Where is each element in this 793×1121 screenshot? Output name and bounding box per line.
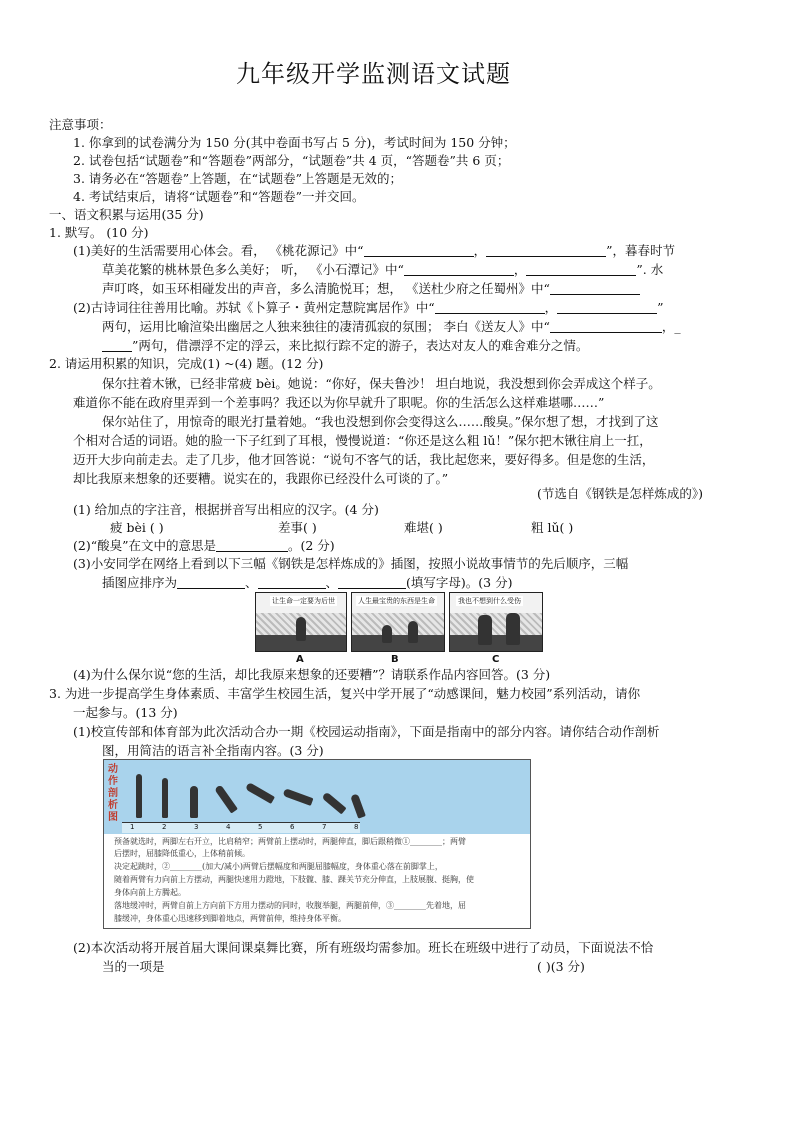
- jumper-figure: [190, 786, 198, 818]
- q1-line: [102, 338, 588, 354]
- answer-blank[interactable]: [177, 576, 245, 589]
- q1-text: ，: [513, 262, 527, 277]
- guide-title: 动作剖析图: [108, 764, 118, 823]
- passage-line: 保尔站住了，用惊奇的眼光打量着她。“我也没想到你会变得这么……酸臭。”保尔想了想，才找到了这: [102, 414, 659, 429]
- jumper-figure: [162, 778, 168, 818]
- illustration-a: [255, 592, 347, 652]
- sub-question: (1)校宣传部和体育部为此次活动合办一期《校园运动指南》，下面是指南中的部分内容。请你结合动作剖析: [73, 724, 660, 739]
- guide-text: 后摆时，屈膝降低重心，上体稍前倾。: [114, 849, 250, 858]
- sub-question-text: 。(2 分): [288, 538, 335, 553]
- q1-text: ”: [657, 300, 664, 315]
- q1-text: ”，暮春时节: [606, 243, 675, 258]
- illustration-strip: [255, 592, 541, 652]
- sub-question-text: (填写字母)。(3 分): [406, 575, 513, 590]
- q1-text: (1)美好的生活需要用心体会。看， 《桃花源记》中“: [73, 243, 364, 258]
- guide-text: 随着两臂有力向前上方摆动，两腿快速用力蹬地，下肢髋、膝、踝关节充分伸直，上肢展腹、挺胸，使: [114, 875, 474, 884]
- sub-question: (2)本次活动将开展首届大课间课桌舞比赛，所有班级均需参加。班长在班级中进行了动员，下面说法不恰: [73, 940, 654, 955]
- sub-question-text: 插图应排序为: [102, 575, 178, 590]
- answer-blank[interactable]: [435, 301, 545, 314]
- guide-text: 膝缓冲，身体重心迅速移到脚着地点，两臂前伸，维持身体平衡。: [114, 914, 346, 923]
- q1-text: ”两句，借漂浮不定的浮云，来比拟行踪不定的游子，表达对友人的难舍难分之情。: [132, 338, 589, 353]
- sub-question: (1) 给加点的字注音，根据拼音写出相应的汉字。(4 分): [73, 502, 379, 517]
- q1-text: 草美花繁的桃林景色多么美好； 听， 《小石潭记》中“: [102, 262, 404, 277]
- answer-blank[interactable]: [526, 263, 636, 276]
- answer-blank[interactable]: [364, 244, 474, 257]
- illustration-c: [449, 592, 543, 652]
- note-item: 1. 你拿到的试卷满分为 150 分(其中卷面书写占 5 分)，考试时间为 150 分钟；: [73, 135, 516, 150]
- note-item: 2. 试卷包括“试题卷”和“答题卷”两部分，“试题卷”共 4 页，“答题卷”共 6 页；: [73, 153, 510, 168]
- illustration-label: A: [296, 654, 304, 665]
- passage-line: 却比我原来想象的还要糟。说实在的，我跟你已经没什么可谈的了。”: [73, 471, 449, 486]
- pinyin-blank[interactable]: 差事( ): [278, 520, 317, 535]
- pinyin-blank[interactable]: 疲 bèi ( ): [110, 520, 164, 535]
- q1-line: [102, 262, 663, 278]
- q1-text: 声叮咚，如玉环相碰发出的声音，多么清脆悦耳；想， 《送杜少府之任蜀州》中“: [102, 281, 550, 296]
- sub-question-text: 、: [325, 575, 339, 590]
- q1-text: ”. 水: [636, 262, 664, 277]
- question-1-heading: 1. 默写。 (10 分): [49, 225, 149, 240]
- question-2-heading: 2. 请运用积累的知识，完成(1) ~(4) 题。(12 分): [49, 356, 324, 371]
- sub-question-text: 、: [245, 575, 258, 590]
- sub-question: [102, 575, 512, 591]
- answer-blank[interactable]: [216, 539, 288, 552]
- sub-question: 图，用简洁的语言补全指南内容。(3 分): [102, 743, 324, 758]
- section-heading: 一、语文积累与运用(35 分): [49, 207, 204, 222]
- q1-line: [73, 243, 675, 259]
- q1-text: ，: [544, 300, 558, 315]
- guide-text: 身体向前上方腾起。: [114, 888, 186, 897]
- sub-question: [73, 538, 335, 554]
- passage-source: (节选自《钢铁是怎样炼成的》): [537, 486, 704, 501]
- question-3-heading-cont: 一起参与。(13 分): [73, 705, 178, 720]
- note-item: 3. 请务必在“答题卷”上答题，在“试题卷”上答题是无效的；: [73, 171, 402, 186]
- passage-line: 难道你不能在政府里弄到一个差事吗？我还以为你早就升了职呢。你的生活怎么这样难堪哪……”: [73, 395, 605, 410]
- q1-text: ，_: [661, 319, 681, 334]
- passage-line: 迈开大步向前走去。走了几步，他才回答说：“说句不客气的话，我比起您来，要好得多。但是您的生活，: [73, 452, 655, 467]
- illustration-label: B: [391, 654, 399, 665]
- answer-blank[interactable]: [404, 263, 514, 276]
- illustration-caption: 人生最宝贵的东西是生命: [358, 597, 435, 605]
- pinyin-blank[interactable]: 粗 lǔ( ): [531, 520, 574, 535]
- passage-line: 个相对合适的词语。她的脸一下子红到了耳根，慢慢说道：“你还是这么粗 lǔ！”保尔把木锹往肩上一扛，: [73, 433, 652, 448]
- pinyin-blank[interactable]: 难堪( ): [404, 520, 443, 535]
- q1-text: ，: [473, 243, 487, 258]
- sub-question: (4)为什么保尔说“您的生活，却比我原来想象的还要糟”？请联系作品内容回答。(3 分): [73, 667, 551, 682]
- q1-line: [102, 319, 681, 335]
- sub-question-text: (2)“酸臭”在文中的意思是: [73, 538, 216, 553]
- q1-line: [73, 300, 664, 316]
- distance-ruler: 1 2 3 4 5 6 7 8: [122, 822, 360, 833]
- guide-text: 决定起跳时，②________(加大/减小)两臂后摆幅度和两腿屈膝幅度，身体重心落在前脚掌上，: [114, 862, 443, 871]
- answer-blank[interactable]: [338, 576, 406, 589]
- notes-heading: 注意事项：: [49, 117, 112, 132]
- answer-blank[interactable]: [486, 244, 606, 257]
- passage-line: 保尔拄着木锹，已经非常疲 bèi。她说：“你好，保夫鲁沙！ 坦白地说，我没想到你会弄成这个样子。: [102, 376, 661, 391]
- q1-line: [102, 281, 640, 297]
- sub-question: 当的一项是: [102, 959, 165, 974]
- guide-text: 落地缓冲时，两臂自前上方向前下方用力摆动的同时，收腹举腿，两腿前伸，③________先着地，屈: [114, 901, 466, 910]
- illustration-label: C: [492, 654, 500, 665]
- q1-text: 两句，运用比喻渲染出幽居之人独来独往的凄清孤寂的氛围； 李白《送友人》中“: [102, 319, 550, 334]
- sub-question: (3)小安同学在网络上看到以下三幅《钢铁是怎样炼成的》插图，按照小说故事情节的先后顺序，三幅: [73, 556, 629, 571]
- guide-text: 预备就选时，两脚左右开立，比肩稍窄；两臂前上摆动时，两腿伸直，脚后跟稍微①________；两臂: [114, 837, 466, 846]
- answer-choice-blank[interactable]: ( )(3 分): [537, 959, 585, 974]
- page-title: 九年级开学监测语文试题: [236, 60, 511, 88]
- illustration-b: [351, 592, 445, 652]
- jumper-figure: [136, 774, 142, 818]
- answer-blank[interactable]: [258, 576, 326, 589]
- answer-blank[interactable]: [102, 339, 132, 352]
- illustration-caption: 我也不想到什么受伤: [458, 597, 521, 605]
- note-item: 4. 考试结束后，请将“试题卷”和“答题卷”一并交回。: [73, 189, 365, 204]
- sports-guide-figure: [103, 759, 531, 929]
- illustration-caption: 让生命一定要为后世: [272, 597, 335, 605]
- q1-text: (2)古诗词往往善用比喻。苏轼《卜算子・黄州定慧院寓居作》中“: [73, 300, 435, 315]
- answer-blank[interactable]: [550, 320, 662, 333]
- answer-blank[interactable]: [550, 282, 640, 295]
- question-3-heading: 3. 为进一步提高学生身体素质、丰富学生校园生活，复兴中学开展了“动感课间，魅力校园”系列活动，请你: [49, 686, 641, 701]
- answer-blank[interactable]: [557, 301, 657, 314]
